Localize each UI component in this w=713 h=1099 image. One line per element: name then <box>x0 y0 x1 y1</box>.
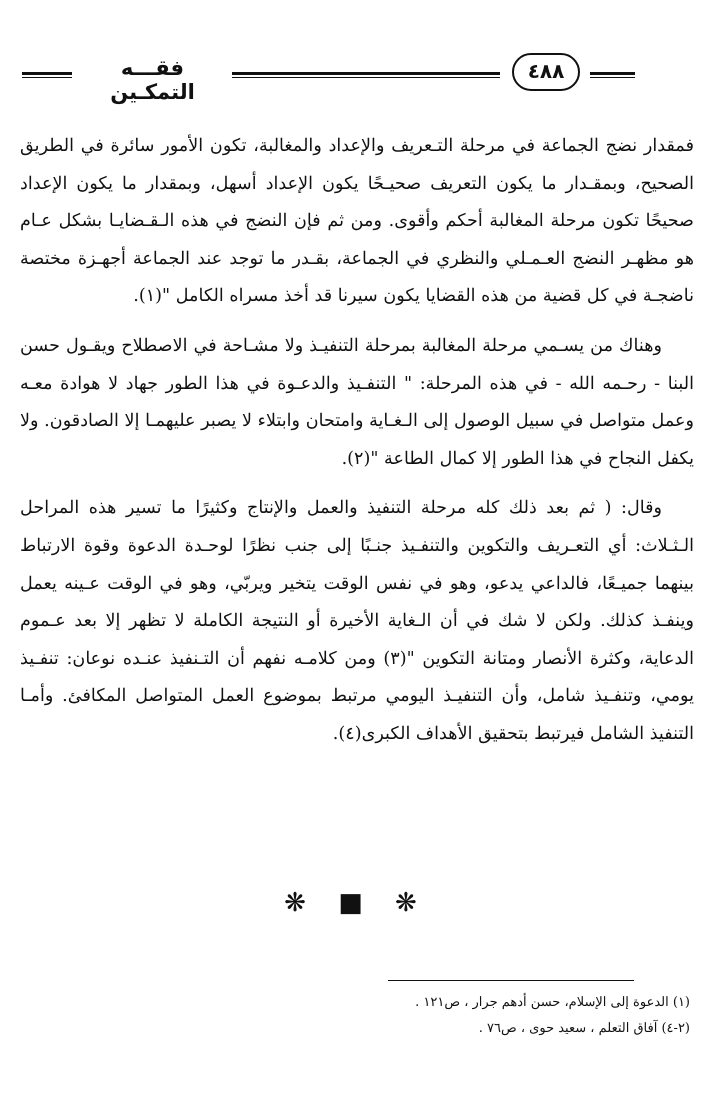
header-rule-middle <box>232 72 500 78</box>
footnotes <box>20 990 690 1042</box>
paragraph-1: فمقدار نضج الجماعة في مرحلة التـعريف والإعداد والمغالبة، تكون الأمور سائرة في الطريق الصحيح، وبمقـدار ما يكون التعريف صحيـحًا يكون الإعداد أسهل، وبمقدار ما يكون الإعداد صحيحًا تكون مرحلة المغالبة أحكم وأقوى. ومن ثم فإن النضج في هذه الـقـضايـا بشكل عـام هو مظهـر النضج العـمـلي والنظري في الجماعة، بقـدر ما توجد عند الجماعة أجهـزة مختصة ناضجـة في كل قضية من هذه القضايا يكون سيرنا قد أخذ مسراه الكامل "(١). <box>20 136 694 307</box>
page-number: ٤٨٨ <box>512 53 580 91</box>
header-rule-right <box>590 72 635 78</box>
running-title: فقـــه التمكـين <box>110 56 195 104</box>
header-rule-left <box>22 72 72 78</box>
paragraph-3: وقال: ( ثم بعد ذلك كله مرحلة التنفيذ والعمل والإنتاج وكثيرًا ما تسير هذه المراحل الـثـلاث: أي التعـريف والتكوين والتنفـيذ جنـبًا إلى جنب نظرًا لوحـدة الدعوة وقوة الارتباط بينهما جميـعًا، فالداعي يدعو، وهو في نفس الوقت يتخير ويربّي، وهو في الوقت عـينه يعمل وينفـذ كذلك. ولكن لا شك في أن الـغاية الأخيرة أو النتيجة الكاملة لا تظهر إلا بعد عـموم الدعاية، وكثرة الأنصار ومتانة التكوين "(٣) ومن كلامـه نفهم أن التـنفيذ عنـده نوعان: تنفـيذ يومي، وتنفـيذ شامل، وأن التنفيـذ اليومي مرتبط بموضوع العمل المتواصل المكافئ. وأمـا التنفيذ الشامل فيرتبط بتحقيق الأهداف الكبرى(٤). <box>20 498 694 744</box>
section-separator: ❋ ■ ❋ <box>284 888 429 918</box>
footnote-rule <box>388 980 634 981</box>
paragraph-2: وهناك من يسـمي مرحلة المغالبة بمرحلة التنفيـذ ولا مشـاحة في الاصطلاح ويقـول حسن البنا - رحـمه الله - في هذه المرحلة: " التنفـيذ والدعـوة في هذا الطور جهاد لا هوادة معـه وعمل متواصل في سبيل الوصول إلى الـغـاية وامتحان وابتلاء لا يصبر عليهمـا إلا الصادقون. ولا يكفل النجاح في هذا الطور إلا كمال الطاعة "(٢). <box>20 335 694 469</box>
page-header <box>0 48 713 108</box>
footnote-2: (٢-٤) آفاق التعلم ، سعيد حوى ، ص٧٦ . <box>478 1021 690 1036</box>
footnote-1: (١) الدعوة إلى الإسلام، حسن أدهم جرار ، ص١٢١ . <box>415 995 690 1010</box>
body-text <box>20 128 694 754</box>
